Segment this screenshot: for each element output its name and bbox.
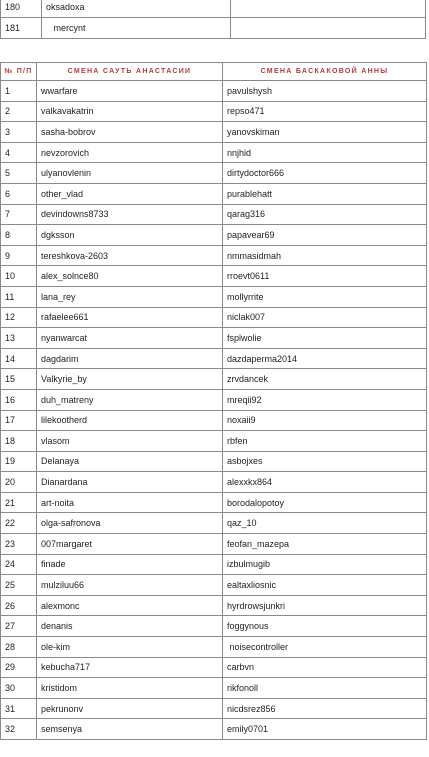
username-baskakova: niclak007	[223, 307, 427, 328]
row-number: 20	[1, 472, 37, 493]
username-saut: vlasom	[37, 431, 223, 452]
username-saut: finade	[37, 554, 223, 575]
table-row	[1, 328, 427, 349]
table-row	[1, 575, 427, 596]
username-saut: denanis	[37, 616, 223, 637]
table-row	[1, 410, 427, 431]
row-number: 8	[1, 225, 37, 246]
row-number: 21	[1, 492, 37, 513]
username-saut: valkavakatrin	[37, 101, 223, 122]
row-number: 5	[1, 163, 37, 184]
username-saut: other_vlad	[37, 183, 223, 204]
table-row	[1, 348, 427, 369]
row-number: 9	[1, 245, 37, 266]
username-saut: olga-safronova	[37, 513, 223, 534]
row-number: 7	[1, 204, 37, 225]
table-row	[1, 492, 427, 513]
table-row	[1, 163, 427, 184]
username-saut: dagdarim	[37, 348, 223, 369]
username-saut: tereshkova-2603	[37, 245, 223, 266]
table-row	[1, 369, 427, 390]
table-row	[1, 637, 427, 658]
row-number: 6	[1, 183, 37, 204]
table-row	[1, 0, 426, 18]
table-row	[1, 534, 427, 555]
row-number: 18	[1, 431, 37, 452]
username-baskakova: fsplwolie	[223, 328, 427, 349]
shift-users-table	[0, 62, 427, 740]
username-saut: alexmonc	[37, 595, 223, 616]
username-baskakova: nmmasidmah	[223, 245, 427, 266]
username-baskakova: ealtaxliosnic	[223, 575, 427, 596]
table-row	[1, 101, 427, 122]
row-number: 3	[1, 122, 37, 143]
username-baskakova: pavulshysh	[223, 81, 427, 102]
username-baskakova: asbojxes	[223, 451, 427, 472]
username-baskakova: alexxkx864	[223, 472, 427, 493]
username-baskakova: qarag316	[223, 204, 427, 225]
username-saut: Valkyrie_by	[37, 369, 223, 390]
username-saut: ulyanovlenin	[37, 163, 223, 184]
row-number: 29	[1, 657, 37, 678]
row-number: 11	[1, 286, 37, 307]
username-baskakova: rroevt0611	[223, 266, 427, 287]
username-baskakova: emily0701	[223, 719, 427, 740]
table-row	[1, 657, 427, 678]
table-row	[1, 204, 427, 225]
username-saut: kristidom	[37, 678, 223, 699]
row-number: 26	[1, 595, 37, 616]
header-number: № П/П	[1, 63, 37, 81]
table-row	[1, 142, 427, 163]
header-shift-saut: СМЕНА САУТЬ АНАСТАСИИ	[37, 63, 223, 81]
username-saut: sasha-bobrov	[37, 122, 223, 143]
username-saut: duh_matreny	[37, 389, 223, 410]
row-number: 180	[1, 0, 42, 18]
username-saut: 007margaret	[37, 534, 223, 555]
table-row	[1, 616, 427, 637]
row-number: 16	[1, 389, 37, 410]
username-baskakova: borodalopotoy	[223, 492, 427, 513]
row-number: 25	[1, 575, 37, 596]
username-saut: Dianardana	[37, 472, 223, 493]
table-row	[1, 122, 427, 143]
previous-table-tail	[0, 0, 426, 39]
username-saut: dgksson	[37, 225, 223, 246]
username-baskakova: noisecontroller	[223, 637, 427, 658]
table-row	[1, 225, 427, 246]
table-row	[1, 81, 427, 102]
username-baskakova: izbulmugib	[223, 554, 427, 575]
username-saut: pekrunonv	[37, 698, 223, 719]
username-baskakova: nicdsrez856	[223, 698, 427, 719]
table-row	[1, 245, 427, 266]
empty-cell	[231, 18, 426, 39]
table-row	[1, 266, 427, 287]
username-baskakova: rbfen	[223, 431, 427, 452]
table-row	[1, 513, 427, 534]
table-row	[1, 183, 427, 204]
row-number: 31	[1, 698, 37, 719]
row-number: 4	[1, 142, 37, 163]
username-saut: lilekootherd	[37, 410, 223, 431]
username-baskakova: carbvn	[223, 657, 427, 678]
username-baskakova: dazdaperma2014	[223, 348, 427, 369]
row-number: 19	[1, 451, 37, 472]
row-number: 13	[1, 328, 37, 349]
table-row	[1, 18, 426, 39]
username-saut: lana_rey	[37, 286, 223, 307]
table-row	[1, 472, 427, 493]
row-number: 23	[1, 534, 37, 555]
username-baskakova: zrvdancek	[223, 369, 427, 390]
row-number: 10	[1, 266, 37, 287]
row-number: 17	[1, 410, 37, 431]
username-baskakova: purablehatt	[223, 183, 427, 204]
table-row	[1, 451, 427, 472]
username-saut: art-noita	[37, 492, 223, 513]
row-number: 15	[1, 369, 37, 390]
username-saut: ole-kim	[37, 637, 223, 658]
table-header-row	[1, 63, 427, 81]
row-number: 22	[1, 513, 37, 534]
table-row	[1, 678, 427, 699]
username-saut: Delanaya	[37, 451, 223, 472]
empty-cell	[231, 0, 426, 18]
row-number: 1	[1, 81, 37, 102]
row-number: 14	[1, 348, 37, 369]
row-number: 12	[1, 307, 37, 328]
username-baskakova: hyrdrowsjunkri	[223, 595, 427, 616]
table-row	[1, 719, 427, 740]
username-saut: semsenya	[37, 719, 223, 740]
table-row	[1, 698, 427, 719]
username-saut: alex_solnce80	[37, 266, 223, 287]
username-baskakova: mreqii92	[223, 389, 427, 410]
username-saut: nevzorovich	[37, 142, 223, 163]
username-saut: nyanwarcat	[37, 328, 223, 349]
username-baskakova: mollyrrite	[223, 286, 427, 307]
row-number: 181	[1, 18, 42, 39]
row-number: 28	[1, 637, 37, 658]
username-cell: oksadoxa	[42, 0, 231, 18]
username-baskakova: nnjhid	[223, 142, 427, 163]
row-number: 2	[1, 101, 37, 122]
row-number: 24	[1, 554, 37, 575]
table-row	[1, 595, 427, 616]
username-saut: devindowns8733	[37, 204, 223, 225]
table-row	[1, 389, 427, 410]
username-baskakova: yanovskiman	[223, 122, 427, 143]
header-shift-baskakova: СМЕНА БАСКАКОВОЙ АННЫ	[223, 63, 427, 81]
table-row	[1, 286, 427, 307]
username-baskakova: papavear69	[223, 225, 427, 246]
username-cell: mercynt	[42, 18, 231, 39]
username-saut: rafaelee661	[37, 307, 223, 328]
username-baskakova: feofan_mazepa	[223, 534, 427, 555]
table-row	[1, 554, 427, 575]
table-row	[1, 307, 427, 328]
row-number: 30	[1, 678, 37, 699]
row-number: 32	[1, 719, 37, 740]
username-saut: wwarfare	[37, 81, 223, 102]
username-saut: mulziluu66	[37, 575, 223, 596]
row-number: 27	[1, 616, 37, 637]
username-saut: kebucha717	[37, 657, 223, 678]
username-baskakova: noxaii9	[223, 410, 427, 431]
username-baskakova: foggynous	[223, 616, 427, 637]
username-baskakova: repso471	[223, 101, 427, 122]
username-baskakova: dirtydoctor666	[223, 163, 427, 184]
table-row	[1, 431, 427, 452]
username-baskakova: rikfonoll	[223, 678, 427, 699]
username-baskakova: qaz_10	[223, 513, 427, 534]
